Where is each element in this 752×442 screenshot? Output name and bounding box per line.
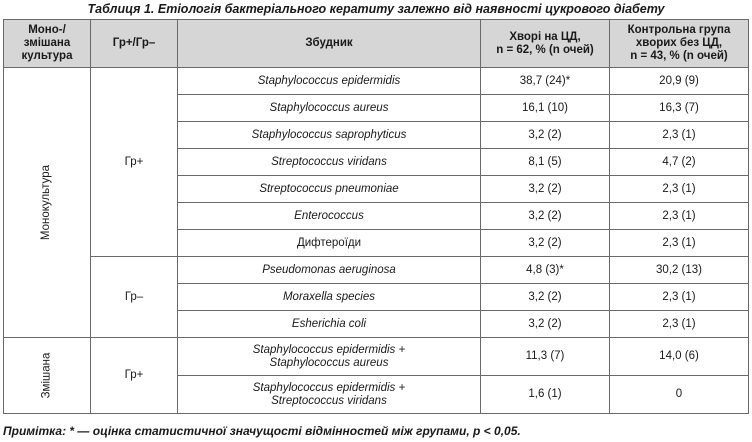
header-gram: Гр+/Гр– (91, 20, 178, 68)
agent-cell: Дифтероїди (178, 230, 481, 257)
agent-cell: Pseudomonas aeruginosa (178, 257, 481, 284)
header-dm: Хворі на ЦД, n = 62, % (n очей) (481, 20, 610, 68)
agent-cell: Streptococcus pneumoniae (178, 176, 481, 203)
dm-cell: 38,7 (24)* (481, 68, 610, 95)
dm-cell: 3,2 (2) (481, 284, 610, 311)
dm-cell: 16,1 (10) (481, 95, 610, 122)
dm-cell: 11,3 (7) (481, 338, 610, 376)
control-cell: 2,3 (1) (610, 203, 749, 230)
group-gram-pos: Гр+ (91, 68, 178, 257)
control-cell: 0 (610, 376, 749, 414)
group-mono: Монокультура (4, 68, 91, 338)
agent-cell: Esherichia coli (178, 311, 481, 338)
agent-cell: Staphylococcus epidermidis (178, 68, 481, 95)
header-agent: Збудник (178, 20, 481, 68)
group-gram-neg: Гр– (91, 257, 178, 338)
control-cell: 16,3 (7) (610, 95, 749, 122)
control-cell: 2,3 (1) (610, 230, 749, 257)
control-cell: 14,0 (6) (610, 338, 749, 376)
control-cell: 2,3 (1) (610, 176, 749, 203)
table-note: Примітка: * — оцінка статистичної значущості відмінностей між групами, p < 0,05. (3, 424, 521, 438)
table-row (4, 68, 749, 95)
group-gram-pos-mixed: Гр+ (91, 338, 178, 414)
dm-cell: 4,8 (3)* (481, 257, 610, 284)
dm-cell: 3,2 (2) (481, 311, 610, 338)
agent-cell: Moraxella species (178, 284, 481, 311)
dm-cell: 3,2 (2) (481, 230, 610, 257)
control-cell: 20,9 (9) (610, 68, 749, 95)
control-cell: 2,3 (1) (610, 284, 749, 311)
dm-cell: 3,2 (2) (481, 203, 610, 230)
control-cell: 2,3 (1) (610, 311, 749, 338)
header-control: Контрольна група хворих без ЦД, n = 43, % (n очей) (610, 20, 749, 68)
table-row (4, 338, 749, 376)
dm-cell: 3,2 (2) (481, 176, 610, 203)
group-mixed: Змішана (4, 338, 91, 414)
etiology-table (3, 19, 749, 414)
dm-cell: 1,6 (1) (481, 376, 610, 414)
table-row (4, 257, 749, 284)
table-caption: Таблиця 1. Етіологія бактеріального кератиту залежно від наявності цукрового діабету (87, 2, 665, 16)
agent-cell: Staphylococcus epidermidis + Streptococcus viridans (178, 376, 481, 414)
control-cell: 4,7 (2) (610, 149, 749, 176)
header-row (4, 20, 749, 68)
agent-cell: Streptococcus viridans (178, 149, 481, 176)
agent-cell: Staphylococcus aureus (178, 95, 481, 122)
dm-cell: 3,2 (2) (481, 122, 610, 149)
agent-cell: Staphylococcus saprophyticus (178, 122, 481, 149)
header-culture: Моно-/ змішана культура (4, 20, 91, 68)
control-cell: 30,2 (13) (610, 257, 749, 284)
agent-cell: Enterococcus (178, 203, 481, 230)
control-cell: 2,3 (1) (610, 122, 749, 149)
agent-cell: Staphylococcus epidermidis + Staphylococcus aureus (178, 338, 481, 376)
dm-cell: 8,1 (5) (481, 149, 610, 176)
